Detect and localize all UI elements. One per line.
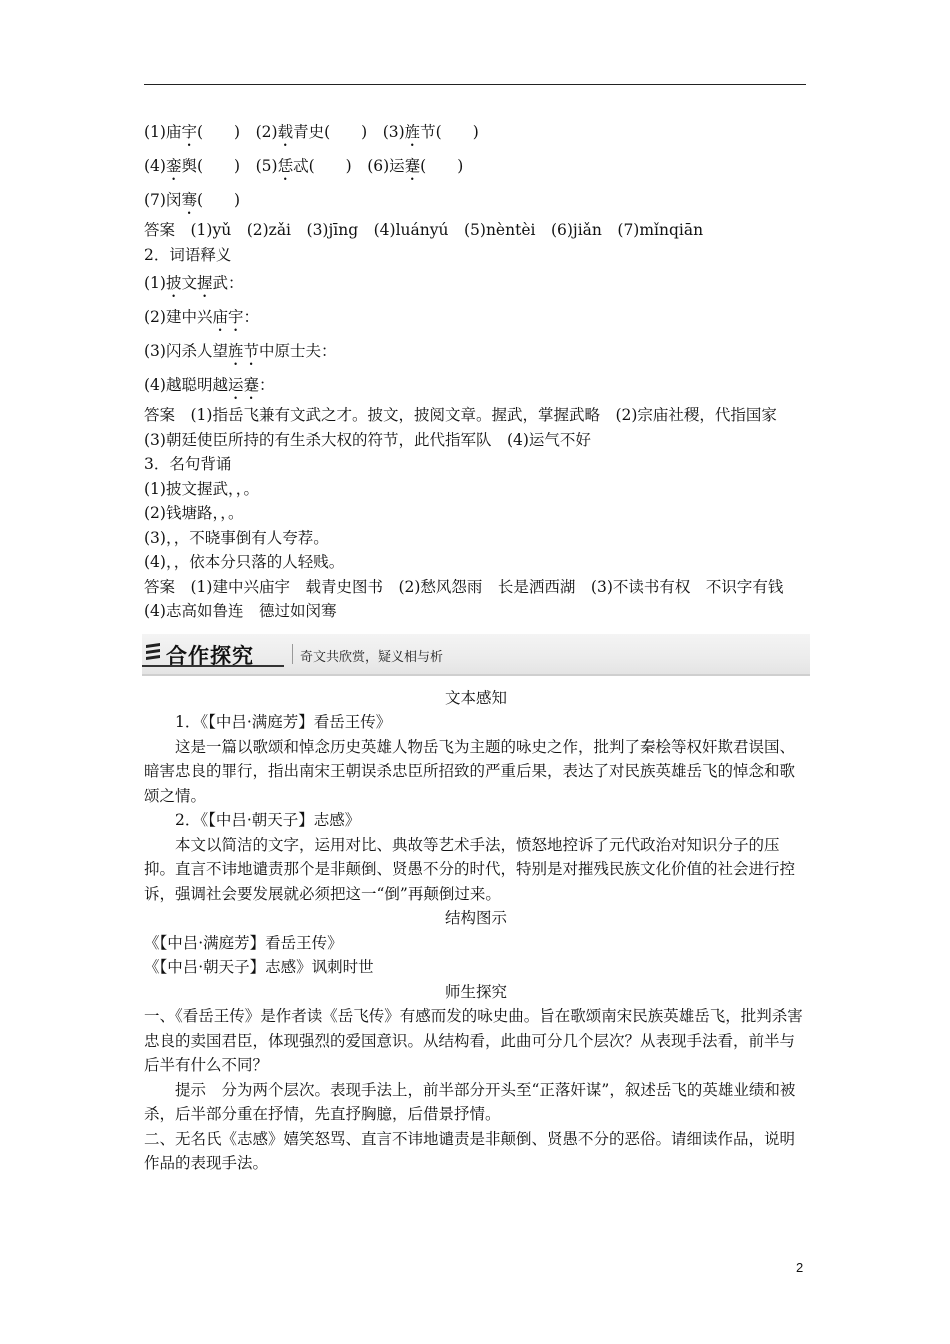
page-number: 2 <box>796 1260 804 1275</box>
pinyin-row-2 <box>144 150 808 184</box>
recite-item-4: (4)，，依本分只落的人轻贱。 <box>144 553 345 571</box>
dotted-char: 蹇 <box>404 157 421 175</box>
dotted-char: 宇 <box>181 123 197 141</box>
text: 节( ) <box>420 123 479 141</box>
banner-underline <box>142 665 284 667</box>
text: (1) <box>144 274 166 292</box>
page-content <box>144 116 808 1176</box>
dotted-char: 旌 <box>404 123 421 141</box>
structure-heading: 结构图示 <box>444 909 507 927</box>
perception-paragraph-2: 本文以简洁的文字，运用对比、典故等艺术手法，愤怒地控诉了元代政治对知识分子的压抑。直言不讳地谴责那个是非颠倒、贤愚不分的时代，特别是对摧残民族文化价值的社会进行控诉，强调社会要发展就必须把这一“倒”再颠倒过来。 <box>144 835 796 903</box>
text: ( ) <box>196 191 241 209</box>
perception-paragraph-1: 这是一篇以歌颂和悼念历史英雄人物岳飞为主题的咏史之作，批判了秦桧等权奸欺君误国、暗害忠良的罪行，指出南宋王朝误杀忠臣所招致的严重后果，表达了对民族英雄岳飞的悼念和歌颂之情。 <box>144 737 796 805</box>
inquiry-answer-1: 提示 分为两个层次。表现手法上，前半部分开头至“正落奸谋”，叙述岳飞的英雄业绩和被杀，后半部分重在抒情，先直抒胸臆，后借景抒情。 <box>144 1080 796 1123</box>
header-rule <box>144 84 806 85</box>
text: (3)闪杀人望 <box>144 342 228 360</box>
text: (4) <box>144 157 166 175</box>
structure-line-1: 《【中吕·满庭芳】看岳王传》 <box>144 933 343 952</box>
recite-item-3: (3)，，不晓事倒有人夸荐。 <box>144 528 329 547</box>
text: ： <box>259 376 275 394</box>
recite-item-1: (1)披文握武，，。 <box>144 479 259 498</box>
text: (5) <box>255 157 278 175</box>
pinyin-answer: 答案 (1)yǔ (2)zǎi (3)jīng (4)luányú (5)nèntèi (6)jiǎn (7)mǐnqiān <box>144 221 704 239</box>
text: 中原士夫： <box>259 342 337 360</box>
vocab-item-1 <box>144 267 808 301</box>
section-banner <box>142 634 810 676</box>
text: 舆( ) <box>181 157 256 175</box>
text: 忒( ) <box>293 157 368 175</box>
banner-title: 合作探究 <box>166 643 254 668</box>
vocab-answer: 答案 (1)指岳飞兼有文武之才。披文，披阅文章。握武，掌握武略 (2)宗庙社稷，代指国家 (3)朝廷使臣所持的有生杀大权的符节，此代指军队 (4)运气不好 <box>144 406 793 449</box>
text: 青史( ) <box>293 123 383 141</box>
inquiry-heading: 师生探究 <box>444 982 507 1001</box>
perception-title-2: 2．《【中吕·朝天子】志感》 <box>175 811 361 829</box>
text: (2) <box>255 123 278 141</box>
recite-answer: 答案 (1)建中兴庙宇 载青史图书 (2)愁风怨雨 长是洒西湖 (3)不读书有权 不识字有钱 (4)志高如鲁连 德过如闵骞 <box>144 577 799 620</box>
dotted-char: 恁 <box>277 157 294 175</box>
text: 文 <box>181 274 197 292</box>
recite-heading: 3．名句背诵 <box>144 455 232 473</box>
inquiry-question-1: 一、《看岳王传》是作者读《岳飞传》有感而发的咏史曲。旨在歌颂南宋民族英雄岳飞，批判杀害忠良的卖国君臣，体现强烈的爱国意识。从结构看，此曲可分几个层次？从表现手法看，前半与后半有什么不同？ <box>144 1007 803 1074</box>
text: (3) <box>382 123 405 141</box>
pinyin-row-3 <box>144 184 808 218</box>
dotted-char: 披 <box>165 274 182 292</box>
dotted-char: 载 <box>277 123 294 141</box>
banner-stripes-icon <box>146 643 160 663</box>
dotted-char: 庙 <box>212 308 228 326</box>
text: ( ) <box>196 123 256 141</box>
dotted-char: 銮 <box>165 157 182 175</box>
text: (7)闵 <box>144 191 182 209</box>
text: (1)庙 <box>144 123 182 141</box>
vocab-item-3 <box>144 335 808 369</box>
text: ： <box>243 308 260 326</box>
perception-title-1: 1．《【中吕·满庭芳】看岳王传》 <box>175 713 392 731</box>
structure-line-2: 《【中吕·朝天子】志感》讽刺时世 <box>144 958 374 976</box>
banner-divider <box>292 644 293 664</box>
inquiry-question-2: 二、无名氏《志感》嬉笑怒骂、直言不讳地谴责是非颠倒、贤愚不分的恶俗。请细读作品，说明作品的表现手法。 <box>144 1129 796 1172</box>
perception-heading: 文本感知 <box>444 688 507 707</box>
vocab-item-2 <box>144 301 808 335</box>
text: (2)建中兴 <box>144 308 213 326</box>
dotted-char: 运 <box>227 376 244 394</box>
vocab-item-4 <box>144 369 808 403</box>
dotted-char: 骞 <box>181 191 197 209</box>
dotted-char: 旌 <box>227 342 244 360</box>
pinyin-row-1 <box>144 116 808 150</box>
dotted-char: 握 <box>197 274 213 292</box>
text: (6)运 <box>367 157 405 175</box>
text: ( ) <box>420 157 464 175</box>
text: ： <box>228 274 244 292</box>
dotted-char: 蹇 <box>243 376 259 394</box>
banner-subtitle: 奇文共欣赏，疑义相与析 <box>300 649 444 665</box>
dotted-char: 节 <box>243 342 259 360</box>
text: 武 <box>212 274 229 292</box>
dotted-char: 宇 <box>227 308 244 326</box>
text: (4)越聪明越 <box>144 376 228 394</box>
recite-item-2: (2)钱塘路，，。 <box>144 504 244 522</box>
vocab-heading: 2．词语释义 <box>144 245 232 264</box>
